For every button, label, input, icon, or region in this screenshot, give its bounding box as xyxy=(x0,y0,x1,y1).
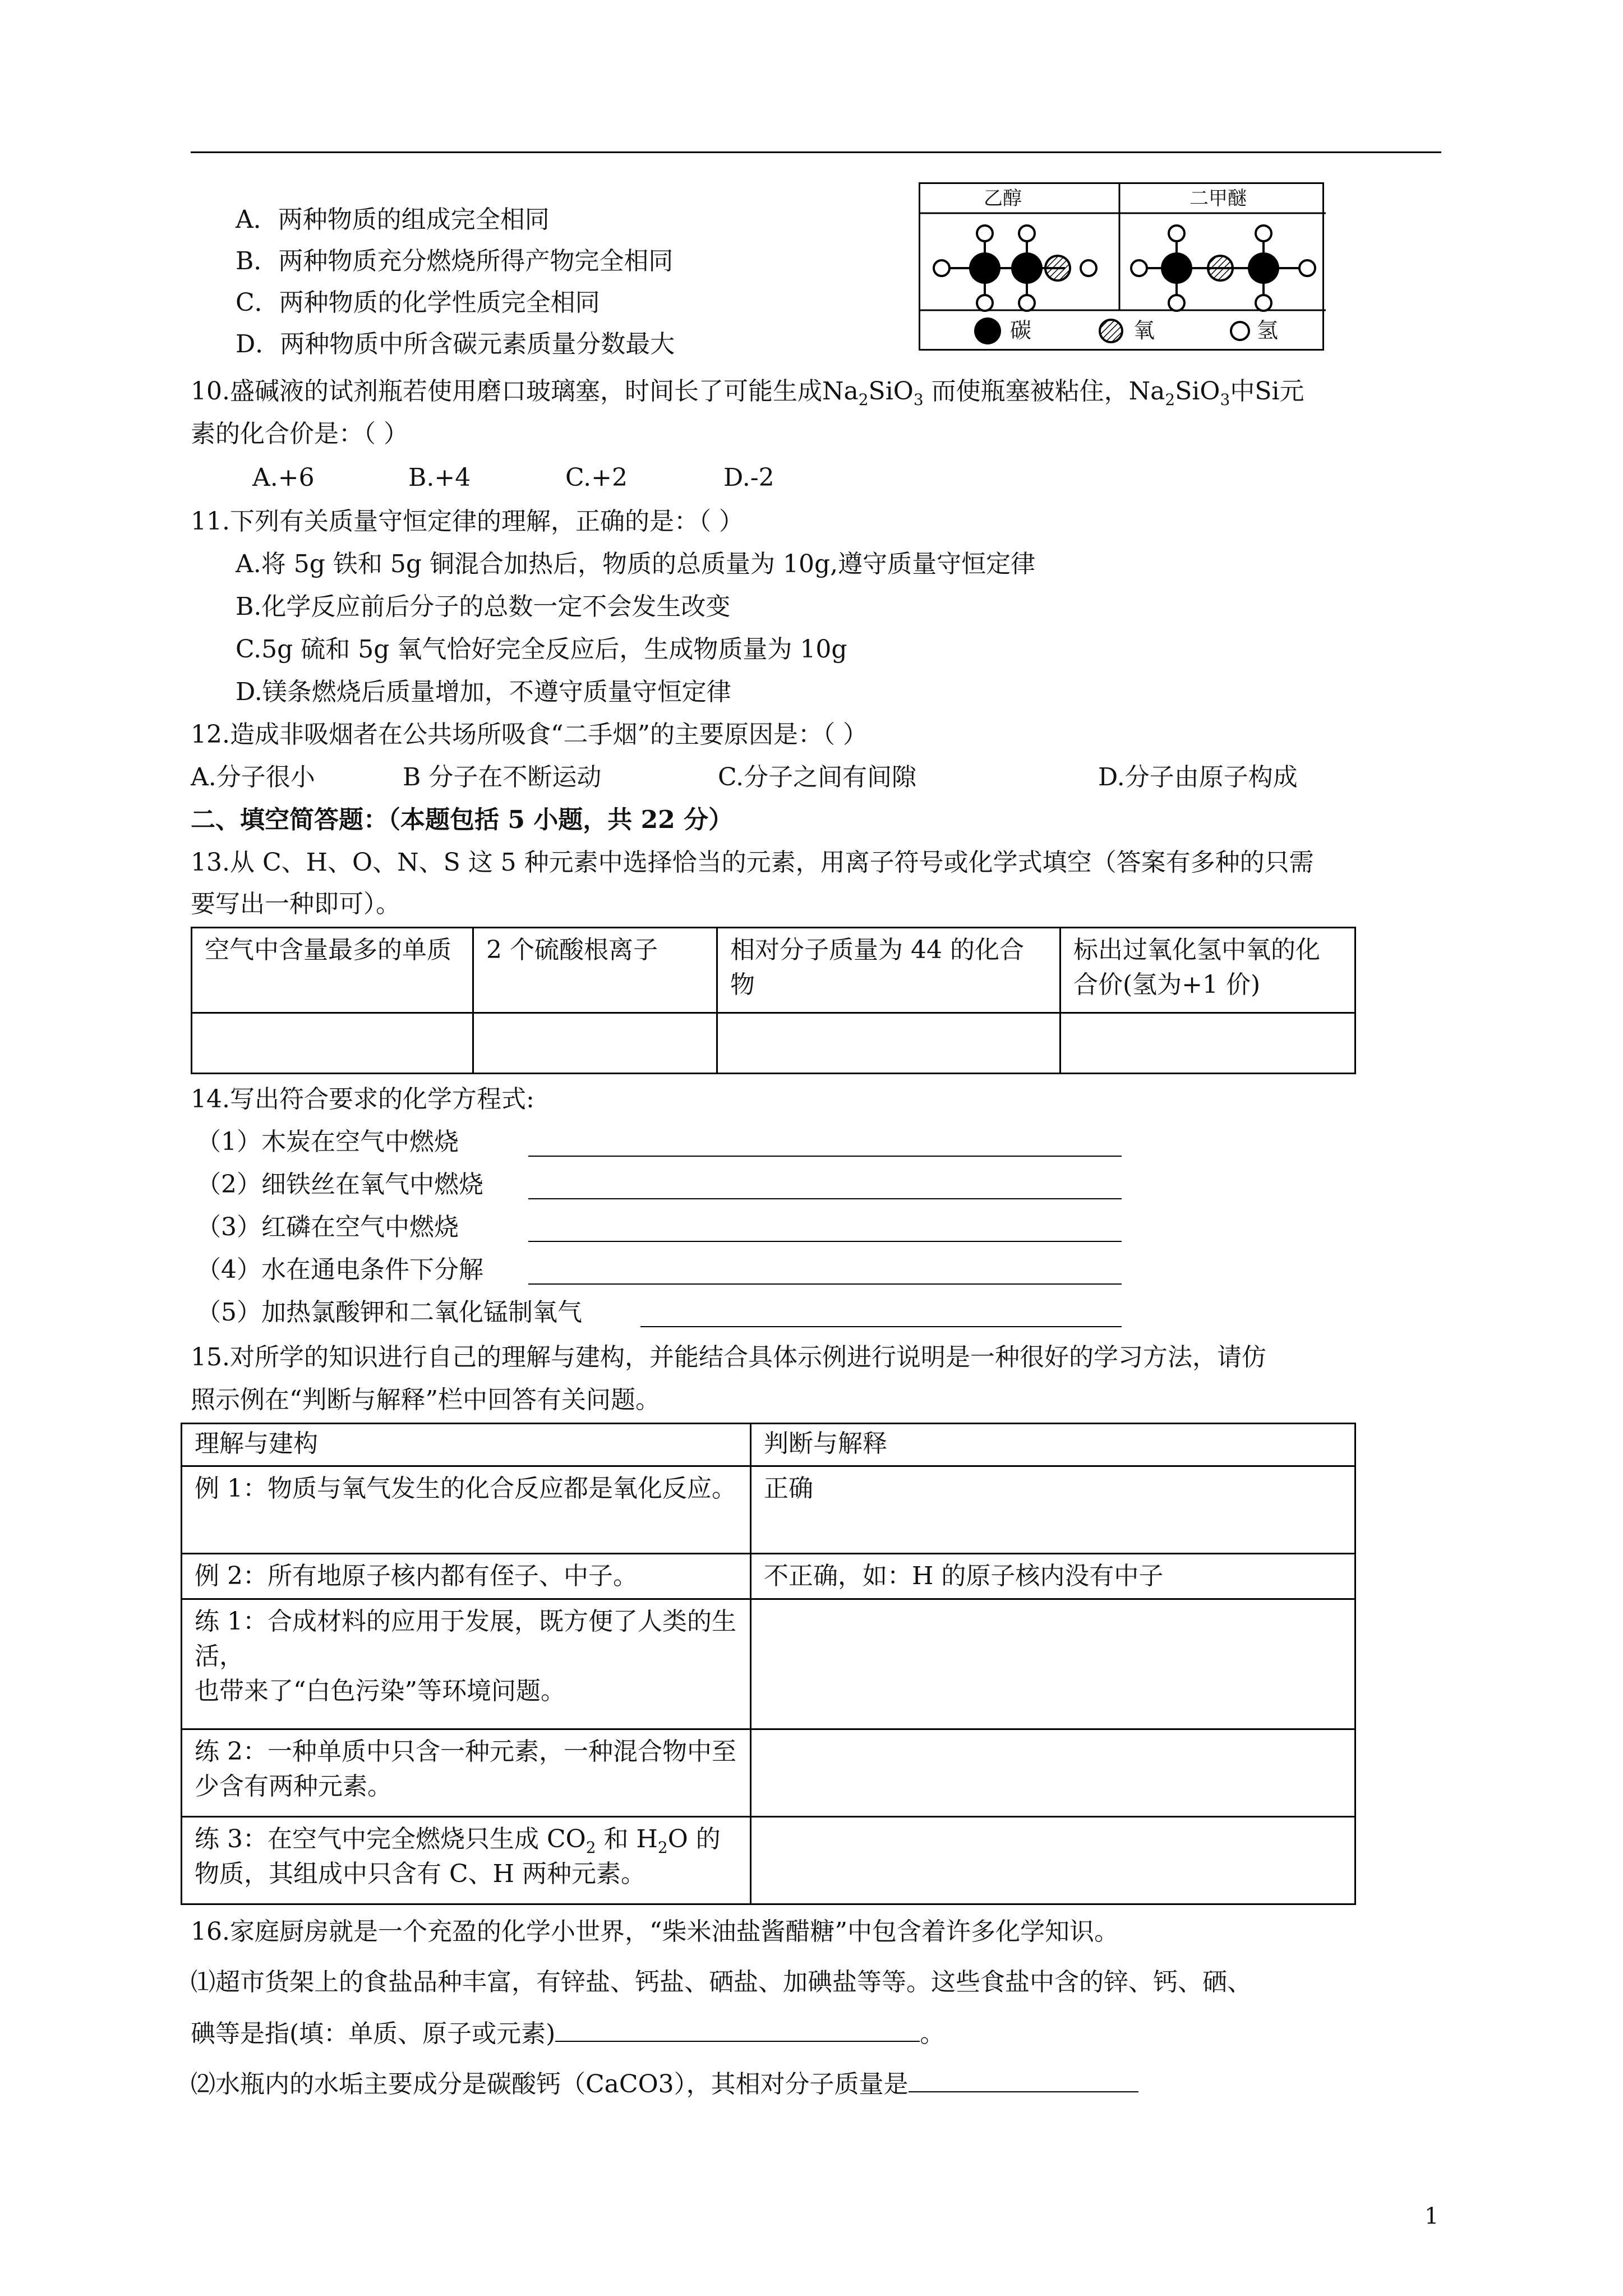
q10-option-c: C.+2 xyxy=(565,463,628,492)
q10-option-d: D.-2 xyxy=(723,463,774,492)
q13-header-4: 标出过氧化氢中氧的化合价(氢为+1 价) xyxy=(1061,928,1355,1013)
q9-option-a: A．两种物质的组成完全相同 xyxy=(236,205,550,234)
q13-stem-line2: 要写出一种即可）。 xyxy=(191,890,400,918)
q12-option-c: C.分子之间有间隙 xyxy=(718,763,917,792)
q13-header-1: 空气中含量最多的单质 xyxy=(192,928,473,1013)
q16-part1-line2: 碘等是指(填：单质、原子或元素) 。 xyxy=(191,2014,944,2051)
q15-row5-answer[interactable] xyxy=(751,1817,1355,1904)
q16-part1-line1: ⑴超市货架上的食盐品种丰富，有锌盐、钙盐、硒盐、加碘盐等等。这些食盐中含的锌、钙、硒、 xyxy=(191,1968,1252,1996)
q11-option-a: A.将 5g 铁和 5g 铜混合加热后，物质的总质量为 10g,遵守质量守恒定律 xyxy=(236,550,1036,578)
q9-option-d: D．两种物质中所含碳元素质量分数最大 xyxy=(236,330,675,358)
legend-oxygen: 氧 xyxy=(1133,318,1155,343)
molecule-figure xyxy=(919,182,1324,351)
q15-col-header-1: 理解与建构 xyxy=(182,1424,751,1466)
q13-answer-2[interactable] xyxy=(473,1013,717,1074)
q16-answer-blank-1[interactable] xyxy=(555,2014,920,2042)
q13-header-3: 相对分子质量为 44 的化合物 xyxy=(717,928,1061,1013)
q14-stem: 14.写出符合要求的化学方程式: xyxy=(191,1085,534,1114)
q14-answer-line-5[interactable] xyxy=(640,1326,1122,1327)
q14-answer-line-3[interactable] xyxy=(528,1241,1122,1242)
q10-stem-line2: 素的化合价是：（ ） xyxy=(191,420,408,448)
q14-answer-line-1[interactable] xyxy=(528,1156,1122,1157)
q12-option-a: A.分子很小 xyxy=(191,763,315,792)
q11-option-d: D.镁条燃烧后质量增加，不遵守质量守恒定律 xyxy=(236,678,731,706)
legend-hydrogen: 氢 xyxy=(1257,318,1279,343)
legend-carbon: 碳 xyxy=(1010,318,1032,343)
q15-row5-left: 练 3：在空气中完全燃烧只生成 $CO_2$ 和 $H_2O$ 的物质，其组成中只含有 C、H 两种元素。 xyxy=(182,1817,751,1904)
q14-answer-line-2[interactable] xyxy=(528,1198,1122,1199)
q16-answer-blank-2[interactable] xyxy=(909,2064,1138,2092)
q10-stem-line1: 10.盛碱液的试剂瓶若使用磨口玻璃塞，时间长了可能生成$Na_2SiO_3$ 而使瓶塞被粘住，$Na_2SiO_3$中Si元 xyxy=(191,377,1304,409)
q9-option-c: C．两种物质的化学性质完全相同 xyxy=(236,288,600,317)
q13-answer-1[interactable] xyxy=(192,1013,473,1074)
q14-item-2: （2）细铁丝在氧气中燃烧 xyxy=(196,1170,483,1199)
q10-option-a: A.+6 xyxy=(252,463,315,492)
q10-option-b: B.+4 xyxy=(408,463,471,492)
q9-option-b: B．两种物质充分燃烧所得产物完全相同 xyxy=(236,247,674,275)
q12-option-d: D.分子由原子构成 xyxy=(1098,763,1298,792)
q15-stem-line1: 15.对所学的知识进行自己的理解与建构，并能结合具体示例进行说明是一种很好的学习方法，请仿 xyxy=(191,1343,1266,1372)
ethanol-label: 乙醇 xyxy=(984,187,1022,210)
q14-answer-line-4[interactable] xyxy=(528,1283,1122,1285)
page-number: 1 xyxy=(1424,2203,1439,2229)
q15-row1-left: 例 1：物质与氧气发生的化合反应都是氧化反应。 xyxy=(182,1466,751,1554)
q12-option-b: B 分子在不断运动 xyxy=(403,763,602,792)
q15-row2-right: 不正确，如：H 的原子核内没有中子 xyxy=(751,1554,1355,1599)
q15-row3-left: 练 1：合成材料的应用于发展，既方便了人类的生活， 也带来了“白色污染”等环境问题。 xyxy=(182,1599,751,1729)
q15-row2-left: 例 2：所有地原子核内都有侄子、中子。 xyxy=(182,1554,751,1599)
q13-answer-4[interactable] xyxy=(1061,1013,1355,1074)
q13-header-2: 2 个硫酸根离子 xyxy=(473,928,717,1013)
q15-col-header-2: 判断与解释 xyxy=(751,1424,1355,1466)
q15-row3-answer[interactable] xyxy=(751,1599,1355,1729)
q14-item-1: （1）木炭在空气中燃烧 xyxy=(196,1128,459,1156)
q14-item-5: （5）加热氯酸钾和二氧化锰制氧气 xyxy=(196,1298,582,1327)
q12-stem: 12.造成非吸烟者在公共场所吸食“二手烟”的主要原因是：（ ） xyxy=(191,720,868,749)
q16-stem: 16.家庭厨房就是一个充盈的化学小世界，“柴米油盐酱醋糖”中包含着许多化学知识。 xyxy=(191,1917,1119,1946)
dimethyl-ether-label: 二甲醚 xyxy=(1189,187,1247,210)
q11-option-b: B.化学反应前后分子的总数一定不会发生改变 xyxy=(236,592,731,621)
q14-item-3: （3）红磷在空气中燃烧 xyxy=(196,1213,459,1241)
q11-stem: 11.下列有关质量守恒定律的理解，正确的是：（ ） xyxy=(191,507,744,536)
q13-stem-line1: 13.从 C、H、O、N、S 这 5 种元素中选择恰当的元素，用离子符号或化学式填空（答案有多种的只需 xyxy=(191,848,1314,877)
q15-table xyxy=(181,1423,1356,1905)
q15-row4-left: 练 2：一种单质中只含一种元素，一种混合物中至少含有两种元素。 xyxy=(182,1729,751,1817)
header-rule xyxy=(191,151,1441,153)
q15-row1-right: 正确 xyxy=(751,1466,1355,1554)
q15-row4-answer[interactable] xyxy=(751,1729,1355,1817)
q14-item-4: （4）水在通电条件下分解 xyxy=(196,1255,483,1284)
q11-option-c: C.5g 硫和 5g 氧气恰好完全反应后，生成物质量为 10g xyxy=(236,635,847,664)
section-heading: 二、填空简答题：（本题包括 5 小题，共 22 分） xyxy=(191,806,734,834)
q13-table xyxy=(191,927,1356,1074)
q13-answer-3[interactable] xyxy=(717,1013,1061,1074)
q16-part2: ⑵水瓶内的水垢主要成分是碳酸钙（CaCO3），其相对分子质量是 xyxy=(191,2064,1138,2101)
q15-stem-line2: 照示例在“判断与解释”栏中回答有关问题。 xyxy=(191,1386,660,1414)
